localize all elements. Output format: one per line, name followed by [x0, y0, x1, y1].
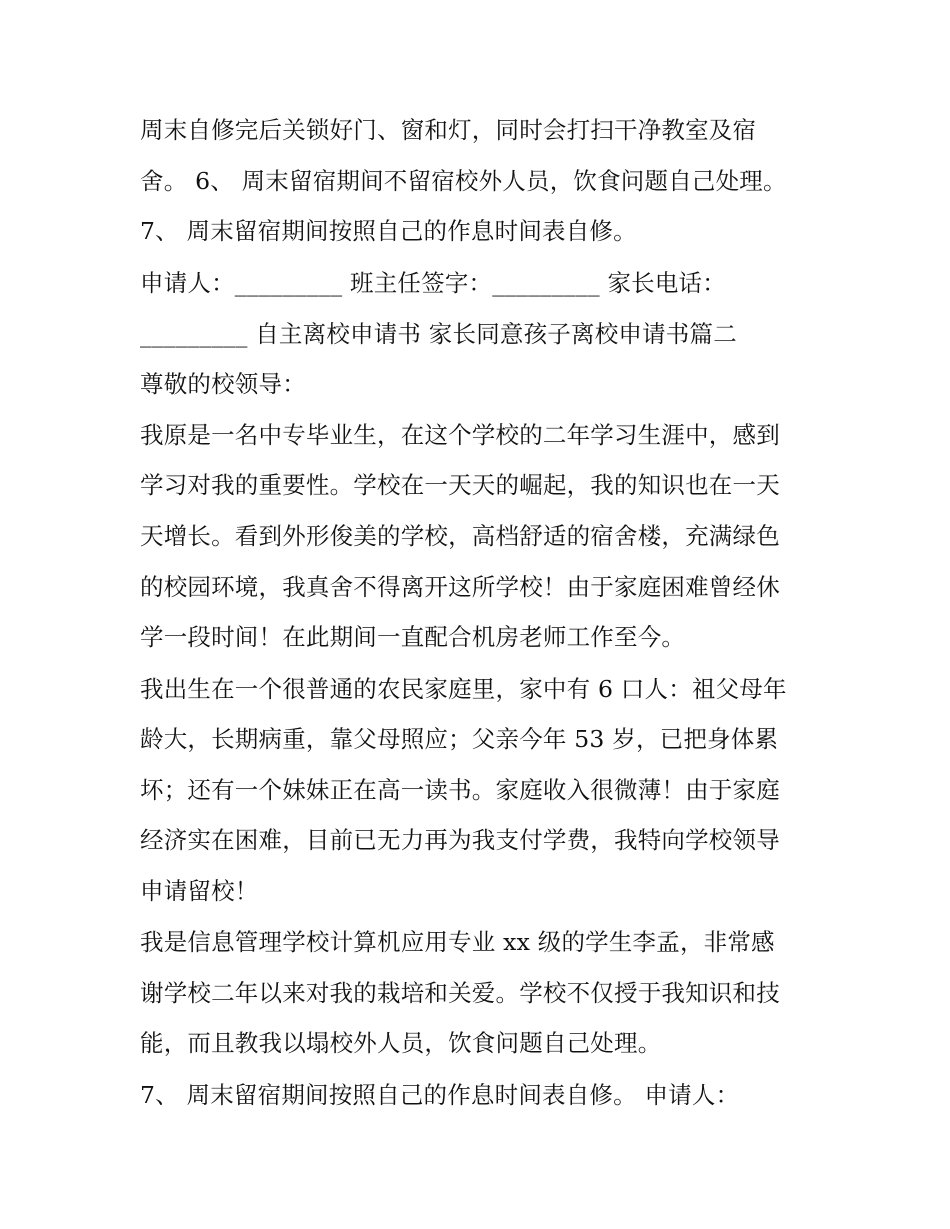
- text-line: 舍。 6、 周末留宿期间不留宿校外人员，饮食问题自己处理。: [140, 167, 787, 195]
- signature-line: 申请人：_________ 班主任签字：_________ 家长电话：: [140, 269, 726, 297]
- text-line: 天增长。看到外形俊美的学校，高档舒适的宿舍楼，充满绿色: [140, 522, 780, 550]
- text-line: 经济实在困难，目前已无力再为我支付学费，我特向学校领导: [140, 826, 780, 854]
- text-line: 学习对我的重要性。学校在一天天的崛起，我的知识也在一天: [140, 471, 780, 499]
- text-line: 我原是一名中专毕业生，在这个学校的二年学习生涯中，感到: [140, 421, 780, 449]
- text-line: 我出生在一个很普通的农民家庭里，家中有 6 口人：祖父母年: [140, 675, 787, 703]
- text-line: 谢学校二年以来对我的栽培和关爱。学校不仅授于我知识和技: [140, 979, 780, 1007]
- text-line: 学一段时间！在此期间一直配合机房老师工作至今。: [140, 623, 686, 651]
- text-line: 7、 周末留宿期间按照自己的作息时间表自修。: [140, 217, 637, 245]
- text-line: 7、 周末留宿期间按照自己的作息时间表自修。 申请人：: [140, 1081, 740, 1109]
- text-line: 周末自修完后关锁好门、窗和灯，同时会打扫干净教室及宿: [140, 116, 757, 144]
- text-line: 坏；还有一个妹妹正在高一读书。家庭收入很微薄！由于家庭: [140, 776, 780, 804]
- text-line: 能，而且教我以塌校外人员，饮食问题自己处理。: [140, 1029, 662, 1057]
- salutation: 尊敬的校领导：: [140, 370, 306, 398]
- text-line: 龄大，长期病重，靠父母照应；父亲今年 53 岁，已把身体累: [140, 725, 779, 753]
- text-line: 申请留校！: [140, 877, 259, 905]
- text-line: _________ 自主离校申请书 家长同意孩子离校申请书篇二: [140, 320, 737, 348]
- text-line: 我是信息管理学校计算机应用专业 xx 级的学生李孟，非常感: [140, 928, 775, 956]
- text-line: 的校园环境，我真舍不得离开这所学校！由于家庭困难曾经休: [140, 573, 780, 601]
